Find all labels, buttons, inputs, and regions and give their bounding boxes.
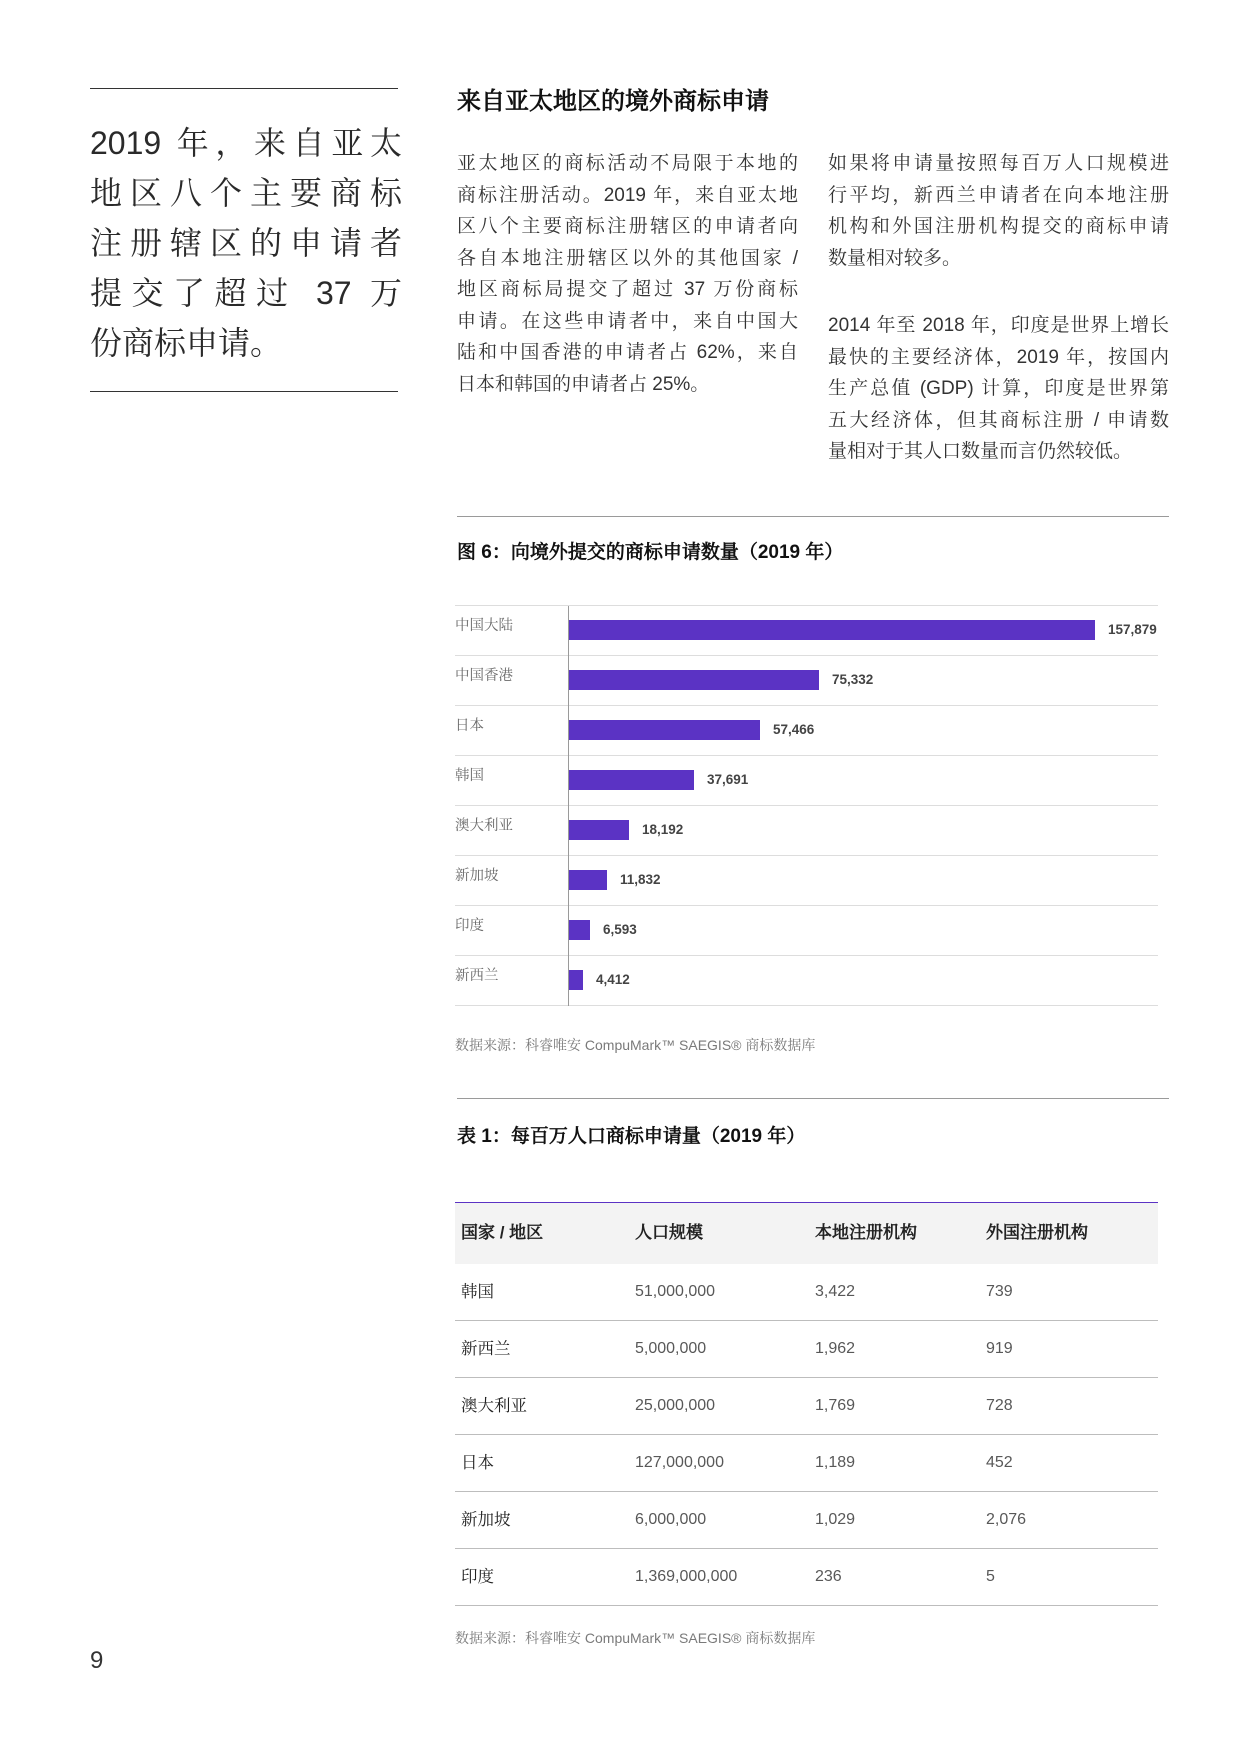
data-table: [455, 1202, 1158, 1606]
chart-bar: [568, 820, 629, 840]
chart-row: [455, 906, 1158, 956]
chart-data-label: 157,879: [1108, 622, 1157, 637]
body-column-right-paragraph-1: [828, 148, 1169, 274]
body-line: 量相对于其人口数量而言仍然较低。: [828, 441, 1133, 462]
body-line: 2014 年至 2018 年，印度是世界上增长: [828, 315, 1169, 336]
table-cell-domestic: 1,962: [815, 1340, 856, 1357]
table-header-cell: 本地注册机构: [815, 1223, 917, 1242]
chart-category-label: 中国大陆: [455, 618, 513, 634]
chart-bar: [568, 670, 819, 690]
chart-category-axis-line: [568, 606, 569, 1006]
table-cell-foreign: 2,076: [986, 1511, 1027, 1528]
bar-chart: [455, 605, 1158, 1006]
pull-quote-line: 注册辖区的申请者: [90, 225, 402, 261]
chart-row: [455, 606, 1158, 656]
table-cell-population: 127,000,000: [635, 1454, 724, 1471]
table-cell-region: 印度: [461, 1568, 494, 1586]
section-heading: 来自亚太地区的境外商标申请: [457, 88, 769, 115]
body-line: 五大经济体，但其商标注册 / 申请数: [828, 409, 1169, 431]
table-header-cell: 国家 / 地区: [461, 1223, 544, 1242]
chart-row: [455, 656, 1158, 706]
table-title: 表 1：每百万人口商标申请量（2019 年）: [457, 1126, 806, 1147]
body-line: 日本和韩国的申请者占 25%。: [457, 373, 710, 395]
chart-data-label: 11,832: [620, 872, 661, 887]
chart-row: [455, 706, 1158, 756]
chart-row: [455, 806, 1158, 856]
table-source-note: 数据来源：科睿唯安 CompuMark™ SAEGIS® 商标数据库: [455, 1630, 816, 1646]
table-row: [455, 1378, 1158, 1435]
pull-quote-top-rule: [90, 88, 398, 89]
pull-quote-line: 份商标申请。: [90, 325, 283, 361]
chart-bar: [568, 720, 760, 740]
pull-quote-line: 地区八个主要商标: [90, 175, 402, 211]
body-line: 生产总值 (GDP) 计算，印度是世界第: [828, 378, 1169, 399]
pull-quote: [90, 118, 402, 368]
chart-data-label: 75,332: [832, 672, 874, 687]
table-row: [455, 1435, 1158, 1492]
table-cell-domestic: 1,029: [815, 1511, 856, 1528]
chart-category-label: 澳大利亚: [455, 818, 513, 834]
body-line: 陆和中国香港的申请者占 62%，来自: [457, 342, 798, 363]
figure-top-rule: [457, 516, 1169, 517]
body-line: 区八个主要商标注册辖区的申请者向: [457, 216, 798, 237]
table-cell-foreign: 919: [986, 1340, 1013, 1357]
chart-data-label: 18,192: [642, 822, 684, 837]
chart-data-label: 37,691: [707, 772, 749, 787]
body-line: 数量相对较多。: [828, 247, 962, 269]
body-line: 申请。在这些申请者中，来自中国大: [457, 310, 798, 332]
body-line: 行平均，新西兰申请者在向本地注册: [828, 184, 1169, 206]
chart-bar: [568, 870, 607, 890]
body-column-left: [457, 148, 798, 400]
table-cell-population: 5,000,000: [635, 1340, 707, 1357]
chart-category-label: 新加坡: [455, 868, 499, 884]
body-column-right-paragraph-2: [828, 310, 1169, 468]
table-row: [455, 1549, 1158, 1606]
table-cell-domestic: 1,189: [815, 1454, 856, 1471]
chart-row: [455, 856, 1158, 906]
table-row: [455, 1492, 1158, 1549]
chart-data-label: 4,412: [596, 972, 630, 987]
body-line: 最快的主要经济体，2019 年，按国内: [828, 346, 1169, 368]
pull-quote-line: 提交了超过 37 万: [90, 275, 402, 311]
table-row: [455, 1264, 1158, 1321]
chart-category-label: 韩国: [455, 768, 484, 784]
chart-category-label: 新西兰: [455, 968, 499, 984]
table-cell-region: 新加坡: [461, 1511, 511, 1529]
body-line: 地区商标局提交了超过 37 万份商标: [457, 279, 798, 300]
table-cell-domestic: 1,769: [815, 1397, 856, 1414]
pull-quote-line: 2019 年，来自亚太: [90, 125, 402, 161]
page-number: 9: [90, 1647, 104, 1674]
table-cell-region: 韩国: [461, 1283, 494, 1301]
body-line: 如果将申请量按照每百万人口规模进: [828, 153, 1169, 174]
chart-category-label: 日本: [455, 718, 484, 734]
table-cell-region: 新西兰: [461, 1340, 511, 1358]
table-cell-region: 日本: [461, 1454, 494, 1472]
chart-bar: [568, 620, 1095, 640]
table-cell-domestic: 236: [815, 1568, 842, 1585]
chart-row: [455, 956, 1158, 1006]
chart-data-label: 57,466: [773, 722, 815, 737]
figure-source-note: 数据来源：科睿唯安 CompuMark™ SAEGIS® 商标数据库: [455, 1037, 816, 1053]
table-cell-population: 25,000,000: [635, 1397, 716, 1414]
table-cell-foreign: 728: [986, 1397, 1013, 1414]
chart-bar: [568, 770, 694, 790]
table-header-cell: 外国注册机构: [986, 1223, 1088, 1242]
table-cell-population: 1,369,000,000: [635, 1568, 738, 1585]
chart-bar: [568, 970, 583, 990]
body-line: 亚太地区的商标活动不局限于本地的: [457, 153, 798, 174]
chart-category-label: 中国香港: [455, 668, 513, 684]
pull-quote-bottom-rule: [90, 391, 398, 392]
table-header-row: [455, 1202, 1158, 1264]
body-line: 商标注册活动。2019 年，来自亚太地: [457, 184, 798, 206]
body-line: 机构和外国注册机构提交的商标申请: [828, 216, 1169, 237]
table-cell-population: 51,000,000: [635, 1283, 716, 1300]
table-row: [455, 1321, 1158, 1378]
table-cell-region: 澳大利亚: [461, 1397, 527, 1415]
table-header-cell: 人口规模: [635, 1223, 703, 1242]
body-line: 各自本地注册辖区以外的其他国家 /: [457, 247, 798, 269]
chart-category-label: 印度: [455, 918, 484, 934]
table-cell-population: 6,000,000: [635, 1511, 707, 1528]
table-cell-domestic: 3,422: [815, 1283, 856, 1300]
table-cell-foreign: 5: [986, 1568, 995, 1585]
table-top-rule: [457, 1098, 1169, 1099]
chart-row: [455, 756, 1158, 806]
table-cell-foreign: 739: [986, 1283, 1013, 1300]
figure-title: 图 6：向境外提交的商标申请数量（2019 年）: [457, 542, 844, 563]
table-cell-foreign: 452: [986, 1454, 1013, 1471]
chart-data-label: 6,593: [603, 922, 637, 937]
chart-bar: [568, 920, 590, 940]
